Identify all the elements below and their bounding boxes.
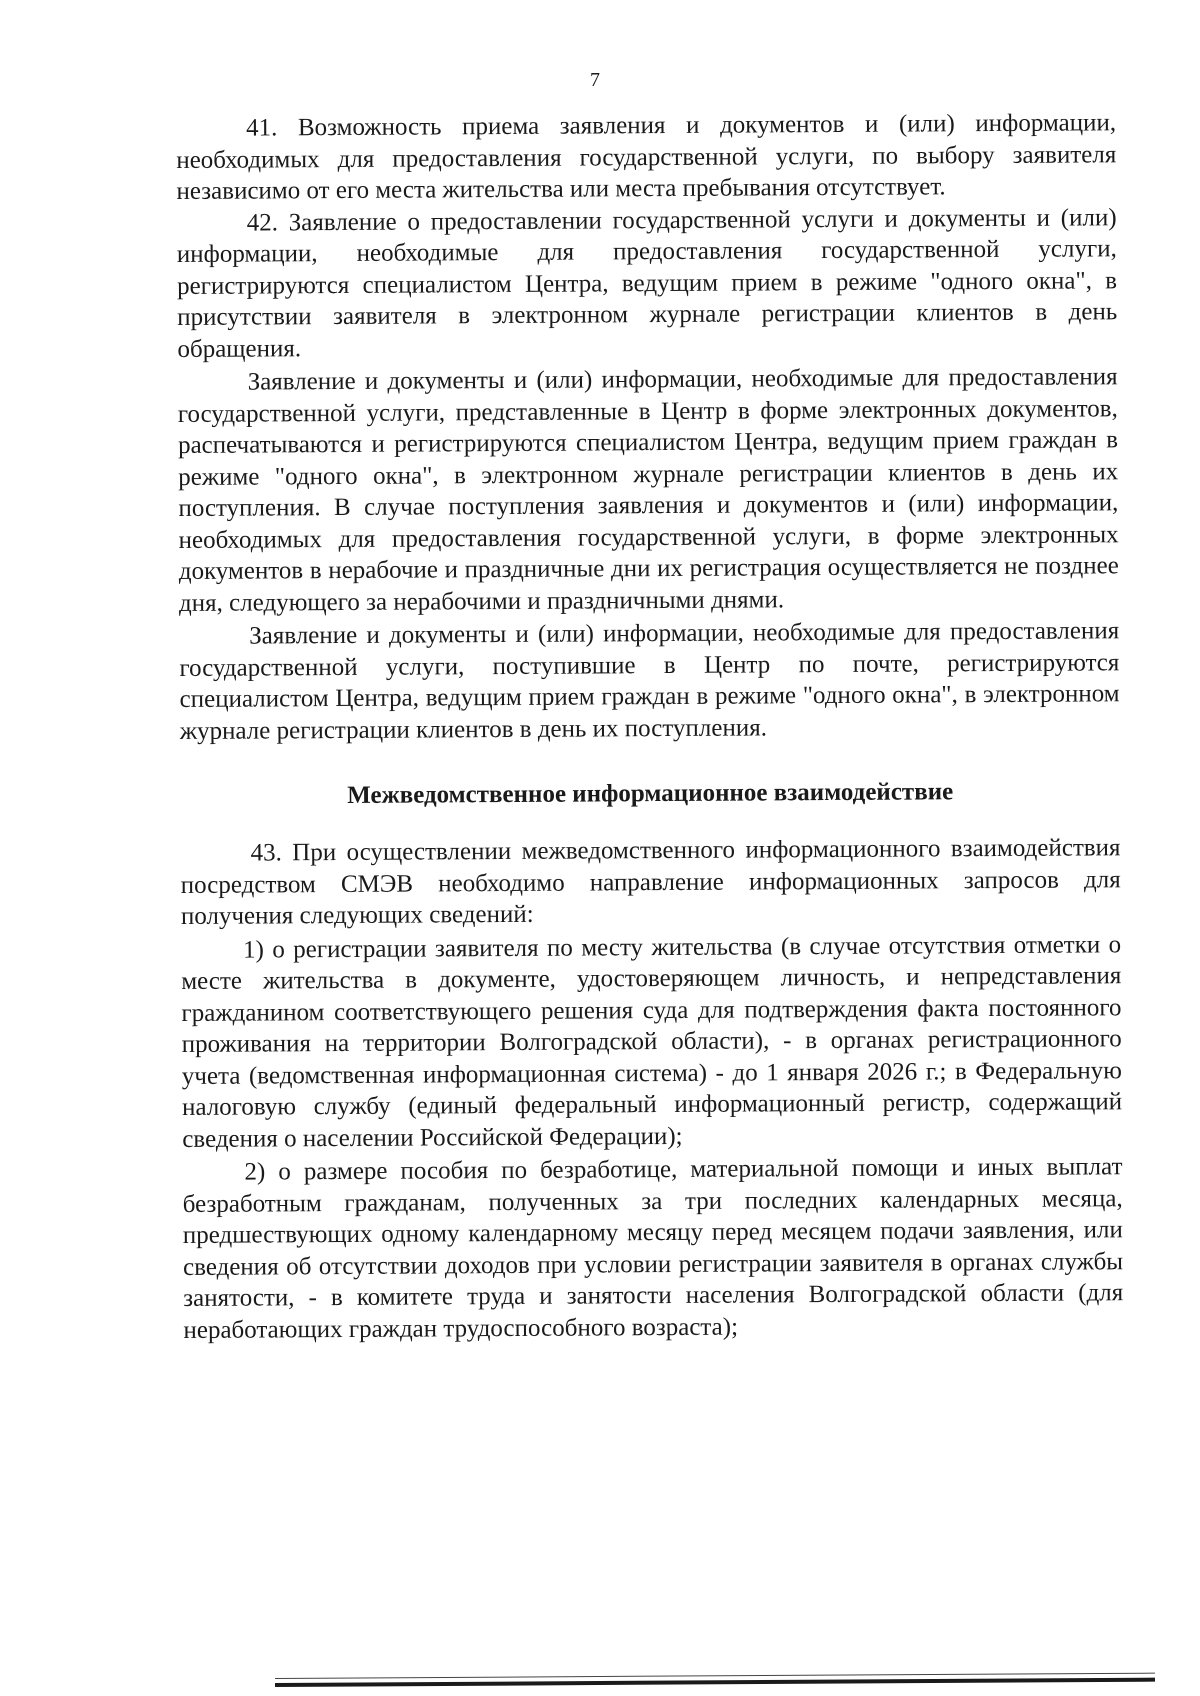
page-number: 7: [590, 69, 600, 91]
paragraph-electronic-docs: Заявление и документы и (или) информации, необходимые для предоставления государственной услуги, представленные в Центр в форме электронных документов, распечатываются и регистрируются специалистом Центра, ведущим прием граждан в режиме "одного окна", в электронном журнале регистрации клиентов в день их поступления. В случае поступления заявления и документов и (или) информации, необходимых для предоставления государственной услуги, в форме электронных документов в нерабочие и праздничные дни их регистрация осуществляется не позднее дня, следующего за нерабочими и праздничными днями.: [177, 363, 1119, 617]
list-item-1: 1) о регистрации заявителя по месту жительства (в случае отсутствия отметки о месте жительства в документе, удостоверяющем личность, и непредставления гражданином соответствующего решения суда для подтверждения факта постоянного проживания на территории Волгоградской области), - в органах регистрационного учета (ведомственная информационная система) - до 1 января 2026 г.; в Федеральную налоговую службу (единый федеральный информационный регистр, содержащий сведения о населении Российской Федерации);: [181, 930, 1123, 1153]
paragraph-postal-docs: Заявление и документы и (или) информации, необходимые для предоставления государственной услуги, поступившие в Центр по почте, регистрируются специалистом Центра, ведущим прием граждан в режиме "одного окна", в электронном журнале регистрации клиентов в день их поступления.: [179, 617, 1120, 745]
paragraph-43: 43. При осуществлении межведомственного информационного взаимодействия посредством СМЭВ необходимо направление информационных запросов для получения следующих сведений:: [180, 834, 1121, 930]
bottom-rule: [275, 1678, 1155, 1687]
section-heading: Межведомственное информационное взаимодействие: [347, 778, 954, 809]
paragraph-42: 42. Заявление о предоставлении государственной услуги и документы и (или) информации, необходимые для предоставления государственной услуги, регистрируются специалистом Центра, ведущим прием в режиме "одного окна", в присутствии заявителя в электронном журнале регистрации клиентов в день обращения.: [176, 203, 1118, 363]
list-item-2: 2) о размере пособия по безработице, материальной помощи и иных выплат безработным гражданам, полученных за три последних календарных месяца, предшествующих одному календарному месяцу перед месяцем подачи заявления, или сведения об отсутствии доходов при условии регистрации заявителя в органах службы занятости, - в комитете труда и занятости населения Волгоградской области (для неработающих граждан трудоспособного возраста);: [182, 1153, 1124, 1344]
paragraph-41: 41. Возможность приема заявления и документов и (или) информации, необходимых для предоставления государственной услуги, по выбору заявителя независимо от его места жительства или места пребывания отсутствует.: [176, 109, 1117, 205]
document-body: [176, 107, 1124, 1346]
